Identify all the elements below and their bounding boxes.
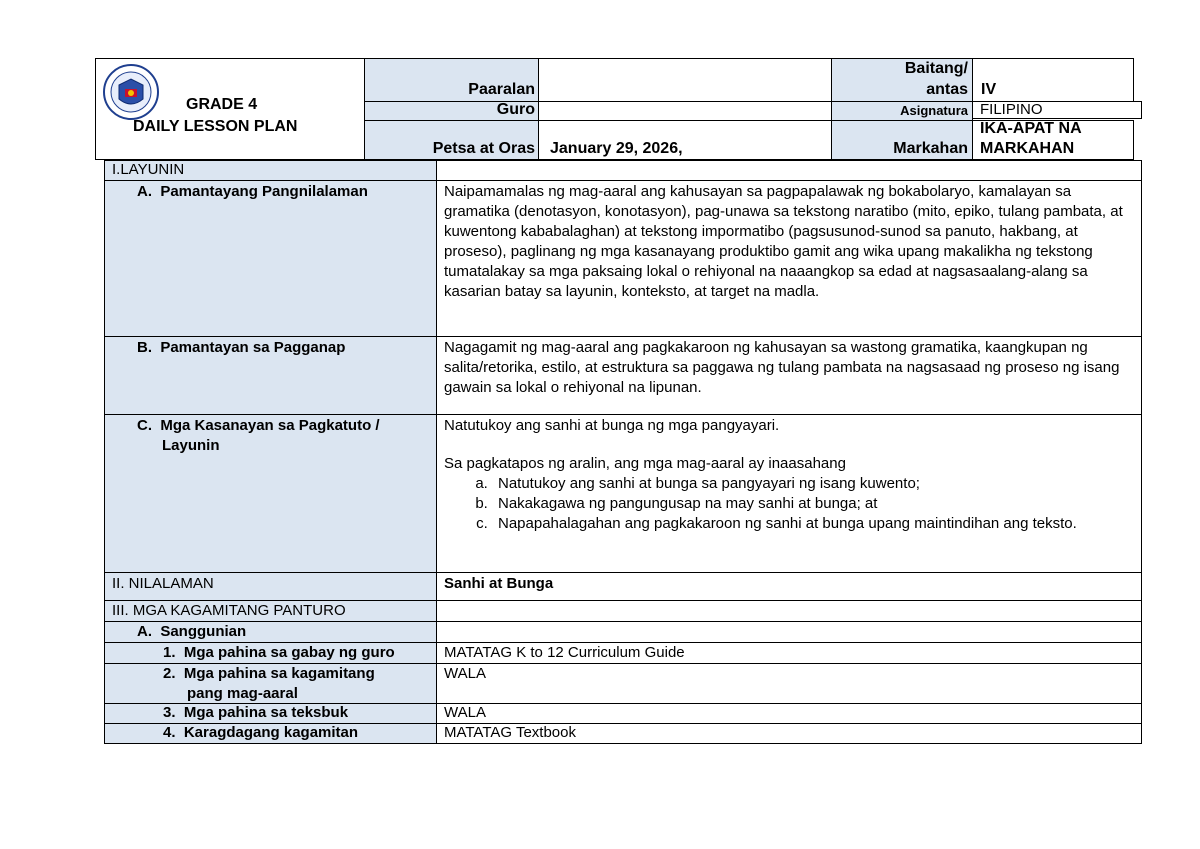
sanggunian-cell xyxy=(436,621,1142,643)
layunin-right-cell xyxy=(436,160,1142,181)
baitang-label-1: Baitang/ xyxy=(904,60,968,77)
markahan-value-1: IKA-APAT NA xyxy=(980,120,1082,137)
paaralan-label: Paaralan xyxy=(468,81,535,98)
baitang-value-cell xyxy=(972,58,1134,102)
kagamitang-mag-aaral-label-1: 2. Mga pahina sa kagamitang xyxy=(163,665,375,682)
deped-seal-logo xyxy=(102,63,160,121)
kasanayan-text-1: Natutukoy ang sanhi at bunga ng mga pangyayari. xyxy=(444,417,780,434)
teksbuk-value: WALA xyxy=(444,704,486,721)
kasanayan-label-2: Layunin xyxy=(162,437,220,454)
baitang-value: IV xyxy=(981,81,997,98)
petsa-value: January 29, 2026, xyxy=(550,140,683,157)
plan-title-grade: GRADE 4 xyxy=(186,96,258,113)
pamantayang-pangnilalaman-text: Naipamamalas ng mag-aaral ang kahusayan sa pagpapalawak ng bokabolaryo, kamalayan sa gramatika (denotasyon, konotasyon), pag-unawa sa tekstong naratibo (mito, epiko, tulang pambata, at kuwentong kababalaghan) at tekstong impormatibo (pagsusunod-sunod sa panuto, hakbang, at proseso), paglinang ng mga kasanayang produktibo gamit ang wika upang makalikha ng tekstong tumatalakay sa mga paksaing lokal o rehiyonal na naaangkop sa edad at nagsasaalang-alang sa kasarian batay sa layunin, konteksto, at target na madla. xyxy=(444,183,1123,300)
plan-title-dlp: DAILY LESSON PLAN xyxy=(133,118,298,135)
list-item: c. Napapahalagahan ang pagkakaroon ng sanhi at bunga upang maintindihan ang teksto. xyxy=(492,514,1104,534)
kasanayan-label-1: C. Mga Kasanayan sa Pagkatuto / xyxy=(137,417,380,434)
teksbuk-cell xyxy=(436,703,1142,724)
gabay-guro-label: 1. Mga pahina sa gabay ng guro xyxy=(163,644,395,661)
guro-label: Guro xyxy=(496,101,535,118)
karagdagang-kagamitan-label: 4. Karagdagang kagamitan xyxy=(163,724,359,741)
baitang-label-2: antas xyxy=(926,81,968,98)
kagamitan-label: III. MGA KAGAMITANG PANTURO xyxy=(112,602,346,619)
sanggunian-label: A. Sanggunian xyxy=(137,623,247,640)
kasanayan-label-cell xyxy=(104,414,437,573)
kasanayan-text-2: Sa pagkatapos ng aralin, ang mga mag-aaral ay inaasahang xyxy=(444,455,846,472)
kagamitang-mag-aaral-label-2: pang mag-aaral xyxy=(187,685,298,702)
nilalaman-label: II. NILALAMAN xyxy=(112,575,214,592)
teksbuk-label: 3. Mga pahina sa teksbuk xyxy=(163,704,349,721)
list-item: b. Nakakagawa ng pangungusap na may sanhi at bunga; at xyxy=(492,494,1104,514)
paaralan-value-cell xyxy=(538,58,832,102)
pamantayan-pagganap-text: Nagagamit ng mag-aaral ang pagkakaroon ng kahusayan sa wastong gramatika, kaangkupan ng salita/retorika, estilo, at estruktura sa paggawa ng tulang pambata na nagsasaad ng proseso ng isang gawain sa lokal o rehiyonal na lipunan. xyxy=(444,339,1120,396)
kagamitang-mag-aaral-cell xyxy=(436,663,1142,704)
guro-value-cell xyxy=(538,101,832,121)
asignatura-label: Asignatura xyxy=(900,103,968,118)
kagamitang-mag-aaral-value: WALA xyxy=(444,665,486,682)
petsa-label: Petsa at Oras xyxy=(432,140,535,157)
layunin-heading: I.LAYUNIN xyxy=(112,161,185,178)
karagdagang-kagamitan-value: MATATAG Textbook xyxy=(444,724,576,741)
markahan-label: Markahan xyxy=(893,140,968,157)
kasanayan-objectives-list xyxy=(444,474,1104,534)
markahan-value-2: MARKAHAN xyxy=(980,140,1075,157)
pamantayan-pagganap-label: B. Pamantayan sa Pagganap xyxy=(137,339,346,356)
gabay-guro-value: MATATAG K to 12 Curriculum Guide xyxy=(444,644,685,661)
kagamitan-cell xyxy=(436,600,1142,622)
pamantayang-pangnilalaman-label-cell xyxy=(104,180,437,337)
asignatura-value: FILIPINO xyxy=(980,101,1043,118)
pamantayang-pangnilalaman-label: A. Pamantayang Pangnilalaman xyxy=(137,183,368,200)
list-item: a. Natutukoy ang sanhi at bunga sa pangyayari ng isang kuwento; xyxy=(492,474,1104,494)
nilalaman-value: Sanhi at Bunga xyxy=(444,575,554,592)
